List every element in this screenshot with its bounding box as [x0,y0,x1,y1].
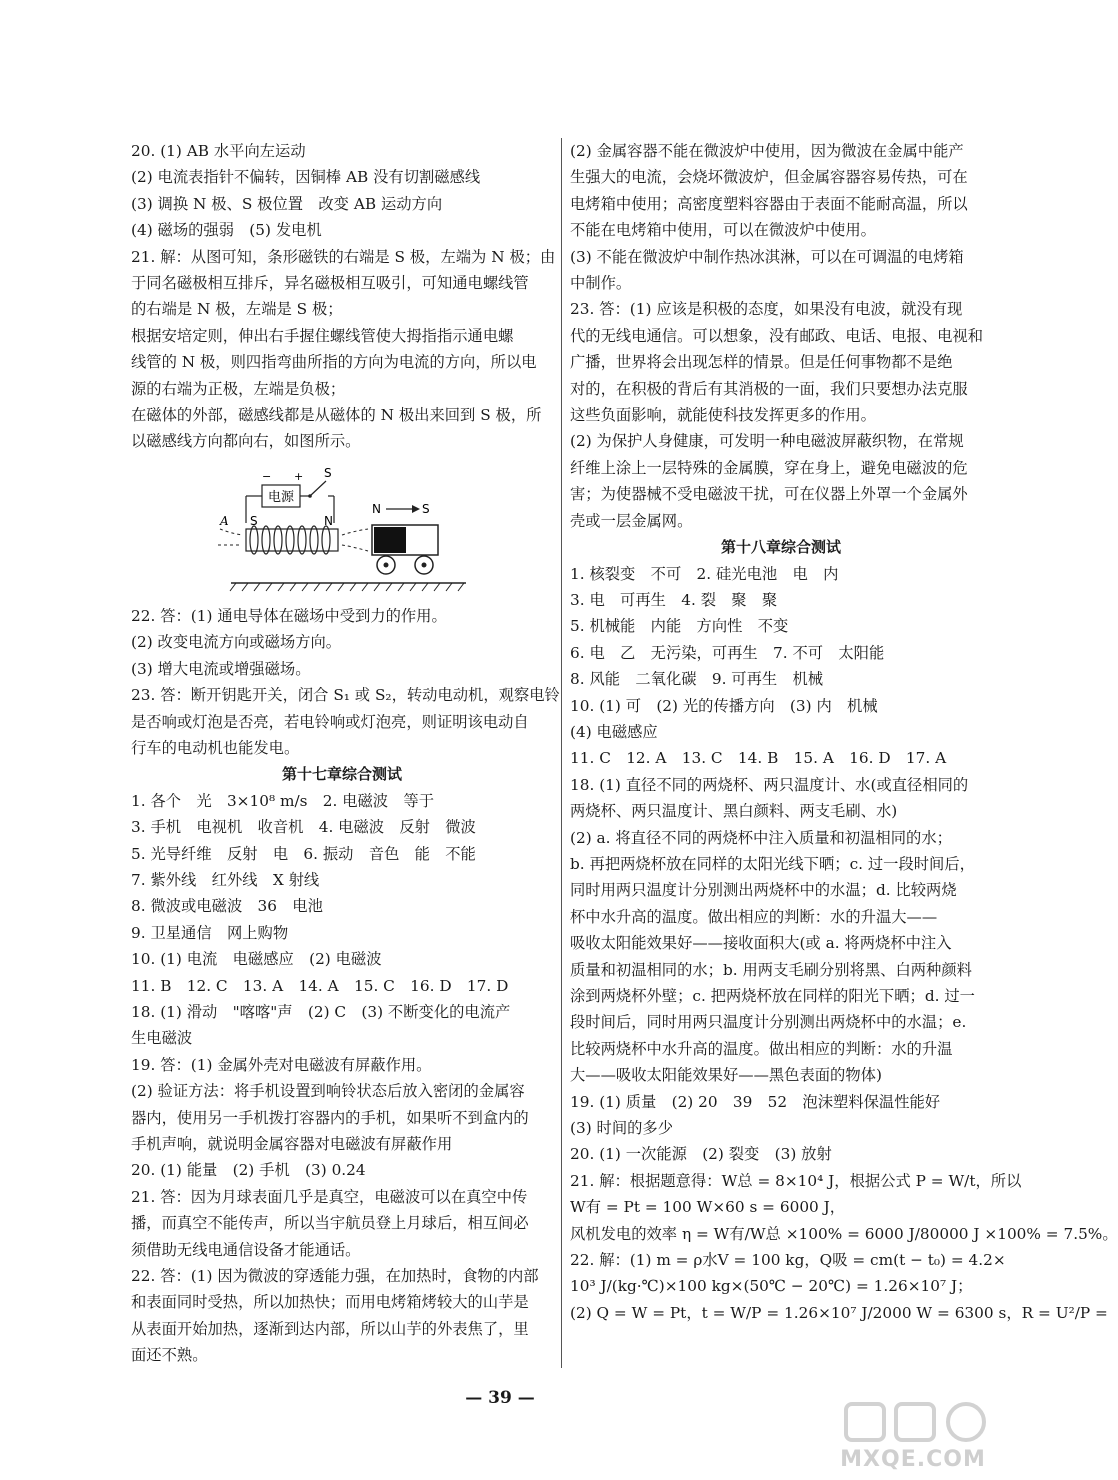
text-line: 比较两烧杯中水升高的温度。做出相应的判断：水的升温 [570,1039,953,1058]
text-line: 21. 答：因为月球表面几乎是真空，电磁波可以在真空中传 [131,1187,528,1206]
text-line: 1. 核裂变 不可 2. 硅光电池 电 内 [570,564,839,583]
text-line: 器内，使用另一手机拨打容器内的手机，如果听不到盒内的 [131,1108,529,1127]
text-line: 两烧杯、两只温度计、黑白颜料、两支毛刷、水) [570,802,898,821]
left-column [131,138,560,1369]
text-line: 杯中水升高的温度。做出相应的判断：水的升温大—— [570,907,938,926]
text-line: 同时用两只温度计分别测出两烧杯中的水温；d. 比较两烧 [570,881,957,900]
text-line: 19. 答：(1) 金属外壳对电磁波有屏蔽作用。 [131,1055,432,1074]
point-a-label: A [220,513,229,528]
text-line: 3. 手机 电视机 收音机 4. 电磁波 反射 微波 [131,818,476,837]
text-line: 代的无线电通信。可以想象，没有邮政、电话、电报、电视和 [570,326,984,345]
text-line: 段时间后，同时用两只温度计分别测出两烧杯中的水温；e. [570,1013,967,1032]
text-line: 从表面开始加热，逐渐到达内部，所以山芋的外表焦了，里 [131,1319,529,1338]
text-line: 21. 解：从图可知，条形磁铁的右端是 S 极，左端为 N 极；由 [131,247,556,266]
text-line: 害；为使器械不受电磁波干扰，可在仪器上外罩一个金属外 [570,485,968,504]
watermark-text: MXQE.COM [840,1447,986,1472]
text-line: 生强大的电流，会烧坏微波炉，但金属容器容易传热，可在 [570,168,968,187]
text-line: (3) 时间的多少 [570,1119,674,1138]
answer-block [570,138,992,534]
text-line: (4) 电磁感应 [570,722,658,741]
text-line: 以磁感线方向都向右，如图所示。 [131,432,361,451]
circuit-diagram [216,459,476,599]
text-line: 播，而真空不能传声，所以当宇航员登上月球后，相互间必 [131,1214,529,1233]
text-line: 8. 微波或电磁波 36 电池 [131,897,323,916]
answer-block [131,788,553,1369]
text-line: 11. B 12. C 13. A 14. A 15. C 16. D 17. D [131,976,509,995]
text-line: 源的右端为正极，左端是负极； [131,379,346,398]
text-line: (2) 电流表指针不偏转，因铜棒 AB 没有切割磁感线 [131,168,481,187]
text-line: (2) Q = W = Pt，t = W/P = 1.26×10⁷ J/2000 W = 6300 s，R = U²/P = [570,1303,1108,1322]
text-line: 20. (1) 一次能源 (2) 裂变 (3) 放射 [570,1145,832,1164]
text-line: 行车的电动机也能发电。 [131,738,300,757]
text-line: 须借助无线电通信设备才能通话。 [131,1240,361,1259]
text-line: 18. (1) 滑动 "喀喀"声 (2) C (3) 不断变化的电流产 [131,1002,511,1021]
text-line: 18. (1) 直径不同的两烧杯、两只温度计、水(或直径相同的 [570,775,969,794]
text-line: (2) a. 将直径不同的两烧杯中注入质量和初温相同的水； [570,828,952,847]
minus-sign: − [262,469,272,483]
coil-turns [250,526,330,554]
text-line: (2) 验证方法：将手机设置到响铃状态后放入密闭的金属容 [131,1082,525,1101]
answer-block [131,603,560,761]
text-line: 壳或一层金属网。 [570,511,693,530]
chapter-18-heading: 第十八章综合测试 [720,538,841,557]
text-line: 生电磁波 [131,1029,193,1048]
text-line: (2) 改变电流方向或磁场方向。 [131,633,342,652]
text-line: 19. (1) 质量 (2) 20 39 52 泡沫塑料保温性能好 [570,1092,941,1111]
answer-block [570,561,1118,1327]
text-line: 23. 答：断开钥匙开关，闭合 S₁ 或 S₂，转动电动机，观察电铃 [131,686,560,705]
text-line: 纤维上涂上一层特殊的金属膜，穿在身上，避免电磁波的危 [570,458,968,477]
text-line: 22. 答：(1) 因为微波的穿透能力强，在加热时，食物的内部 [131,1267,539,1286]
text-line: 和表面同时受热，所以加热快；而用电烤箱烤较大的山芋是 [131,1293,529,1312]
power-label: 电源 [267,489,295,505]
text-line: (2) 金属容器不能在微波炉中使用，因为微波在金属中能产 [570,142,964,160]
text-line: 3. 电 可再生 4. 裂 聚 聚 [570,590,778,609]
text-line: 吸收太阳能效果好——接收面积大(或 a. 将两烧杯中注入 [570,934,952,953]
text-line: 6. 电 乙 无污染，可再生 7. 不可 太阳能 [570,643,885,662]
page-number: — 39 — [465,1388,535,1408]
text-line: 是否响或灯泡是否亮，若电铃响或灯泡亮，则证明该电动自 [131,712,529,731]
text-line: b. 再把两烧杯放在同样的太阳光线下晒；c. 过一段时间后， [570,854,975,873]
text-line: 不能在电烤箱中使用，可以在微波炉中使用。 [570,221,876,240]
text-line: 中制作。 [570,274,632,293]
watermark-logo [842,1400,992,1444]
text-line: 7. 紫外线 红外线 X 射线 [131,870,320,889]
text-line: 手机声响，就说明金属容器对电磁波有屏蔽作用 [131,1135,453,1153]
text-line: W有 = Pt = 100 W×60 s = 6000 J， [570,1198,846,1217]
solenoid-figure [131,455,553,603]
text-line: 1. 各个 光 3×10⁸ m/s 2. 电磁波 等于 [131,791,434,810]
right-column [570,138,1118,1326]
text-line: 5. 光导纤维 反射 电 6. 振动 音色 能 不能 [131,844,476,863]
ground-hatch [230,583,464,591]
text-line: 风机发电的效率 η = W有/W总 ×100% = 6000 J/80000 J ×100% = 7.5%。 [570,1224,1118,1243]
text-line: (3) 不能在微波炉中制作热冰淇淋，可以在可调温的电烤箱 [570,247,964,266]
text-line: 广播，世界将会出现怎样的情景。但是任何事物都不是绝 [570,353,953,372]
text-line: 11. C 12. A 13. C 14. B 15. A 16. D 17. A [570,749,947,768]
text-line: 9. 卫星通信 网上购物 [131,923,289,942]
text-line: 23. 答：(1) 应该是积极的态度，如果没有电波，就没有现 [570,300,963,319]
text-line: 20. (1) AB 水平向左运动 [131,142,306,160]
text-line: 电烤箱中使用；高密度塑料容器由于表面不能耐高温，所以 [570,194,968,213]
answer-block [131,138,556,455]
text-line: 5. 机械能 内能 方向性 不变 [570,617,789,636]
text-line: 10³ J/(kg·℃)×100 kg×(50℃ − 20℃) = 1.26×10⁷ J； [570,1277,973,1296]
text-line: 根据安培定则，伸出右手握住螺线管使大拇指指示通电螺 [131,326,514,345]
text-line: 10. (1) 可 (2) 光的传播方向 (3) 内 机械 [570,696,878,715]
text-line: 22. 解：(1) m = ρ水V = 100 kg，Q吸 = cm(t − t₀) = 4.2× [570,1251,1006,1270]
text-line: 对的，在积极的背后有其消极的一面，我们只要想办法克服 [570,379,968,398]
text-line: 在磁体的外部，磁感线都是从磁体的 N 极出来回到 S 极，所 [131,406,542,425]
coil-left-pole: S [250,513,258,528]
text-line: 质量和初温相同的水；b. 用两支毛刷分别将黑、白两种颜料 [570,960,972,979]
text-line: 涂到两烧杯外壁；c. 把两烧杯放在同样的阳光下晒；d. 过一 [570,987,975,1005]
text-line: (2) 为保护人身健康，可发明一种电磁波屏蔽织物，在常规 [570,432,964,451]
switch-label: S [324,465,332,480]
text-line: 于同名磁极相互排斥，异名磁极相互吸引，可知通电螺线管 [131,274,529,293]
plus-sign: + [294,469,304,483]
switch-blade [310,481,326,496]
watermark [828,1400,998,1476]
text-line: (3) 增大电流或增强磁场。 [131,659,311,678]
text-line: 大——吸收太阳能效果好——黑色表面的物体) [570,1066,882,1085]
text-line: 22. 答：(1) 通电导体在磁场中受到力的作用。 [131,606,447,625]
text-line: 的右端是 N 极，左端是 S 极； [131,300,343,319]
text-line: 20. (1) 能量 (2) 手机 (3) 0.24 [131,1161,366,1180]
solenoid-core [246,529,338,551]
text-line: 21. 解：根据题意得：W总 = 8×10⁴ J，根据公式 P = W/t，所以 [570,1171,1022,1190]
text-line: 这些负面影响，就能使科技发挥更多的作用。 [570,406,876,425]
magnet-right-pole: S [422,501,430,516]
text-line: 面还不熟。 [131,1346,208,1365]
column-divider [561,138,562,1368]
text-line: (3) 调换 N 极、S 极位置 改变 AB 运动方向 [131,194,443,213]
coil-right-pole: N [324,513,333,528]
text-line: (4) 磁场的强弱 (5) 发电机 [131,221,322,240]
magnet-north-half [374,527,406,553]
text-line: 10. (1) 电流 电磁感应 (2) 电磁波 [131,950,382,969]
magnet-left-pole: N [372,501,381,516]
chapter-17-heading: 第十七章综合测试 [281,765,402,784]
text-line: 8. 风能 二氧化碳 9. 可再生 机械 [570,670,824,689]
text-line: 线管的 N 极，则四指弯曲所指的方向为电流的方向，所以电 [131,353,537,372]
